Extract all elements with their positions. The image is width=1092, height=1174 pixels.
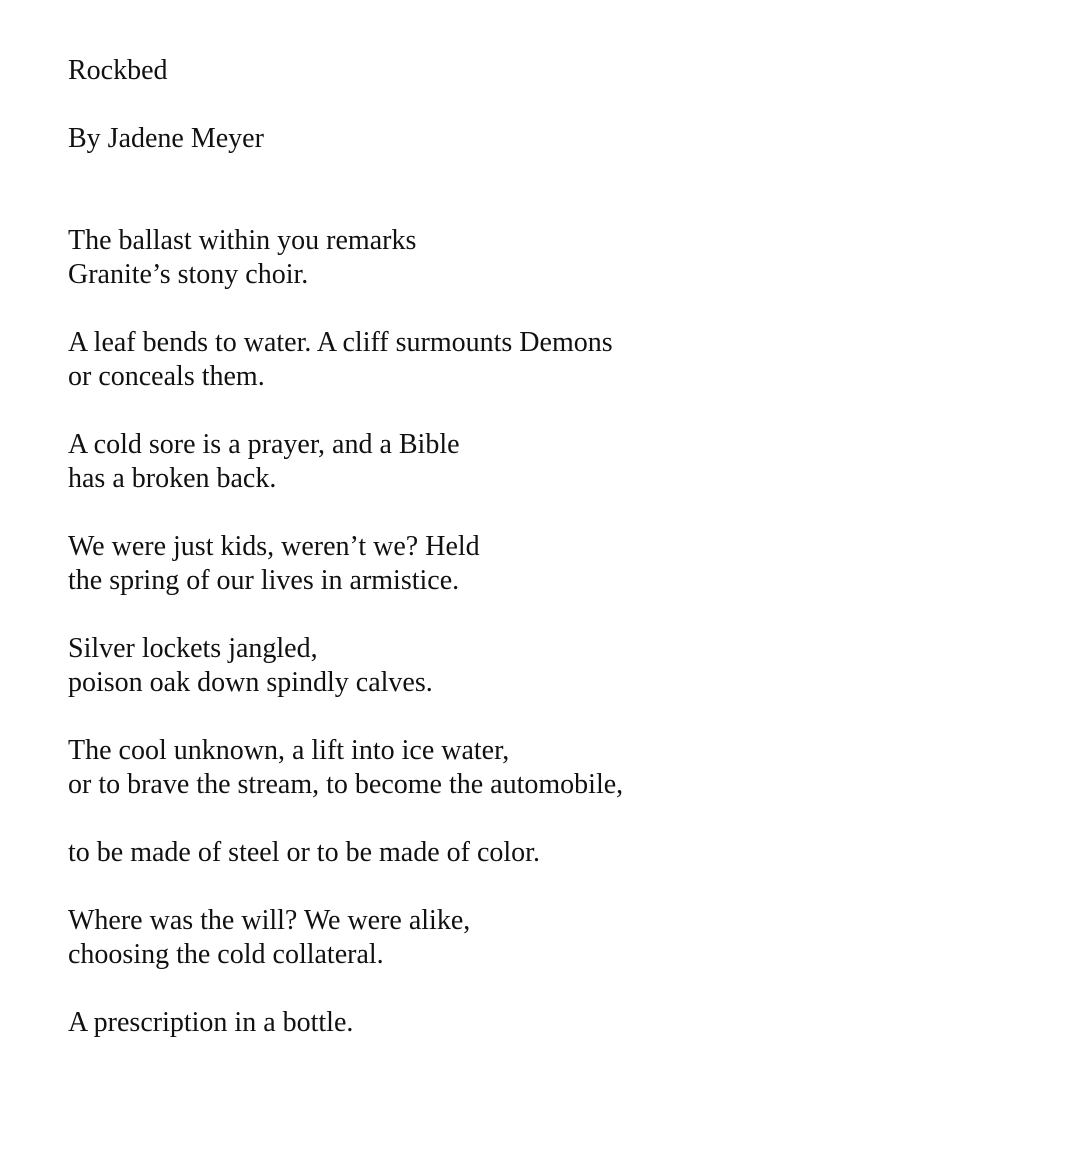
stanza	[68, 632, 1052, 700]
stanza	[68, 530, 1052, 598]
stanza	[68, 326, 1052, 394]
poem-byline: By Jadene Meyer	[68, 123, 264, 154]
stanza	[68, 734, 1052, 802]
stanza	[68, 904, 1052, 972]
poem-line: Granite’s stony choir.	[68, 259, 309, 290]
stanza	[68, 1006, 1052, 1040]
poem-line: A cold sore is a prayer, and a Bible	[68, 429, 460, 460]
poem-line: choosing the cold collateral.	[68, 939, 384, 970]
poem-line: A prescription in a bottle.	[68, 1007, 354, 1038]
poem-line: poison oak down spindly calves.	[68, 667, 433, 698]
poem-title: Rockbed	[68, 55, 168, 86]
stanza	[68, 224, 1052, 292]
poem-line: A leaf bends to water. A cliff surmounts Demons	[68, 327, 613, 358]
poem-line: has a broken back.	[68, 463, 277, 494]
poem-line: We were just kids, weren’t we? Held	[68, 531, 480, 562]
poem-line: The cool unknown, a lift into ice water,	[68, 735, 510, 766]
stanza	[68, 428, 1052, 496]
poem-line: Where was the will? We were alike,	[68, 905, 471, 936]
poem-line: the spring of our lives in armistice.	[68, 565, 460, 596]
poem-line: The ballast within you remarks	[68, 225, 417, 256]
poem-line: or to brave the stream, to become the automobile,	[68, 769, 624, 800]
poem-body	[68, 224, 1052, 1040]
poem-line: or conceals them.	[68, 361, 265, 392]
stanza	[68, 836, 1052, 870]
poem-line: to be made of steel or to be made of color.	[68, 837, 540, 868]
poem-line: Silver lockets jangled,	[68, 633, 318, 664]
document-page	[68, 54, 1052, 1074]
